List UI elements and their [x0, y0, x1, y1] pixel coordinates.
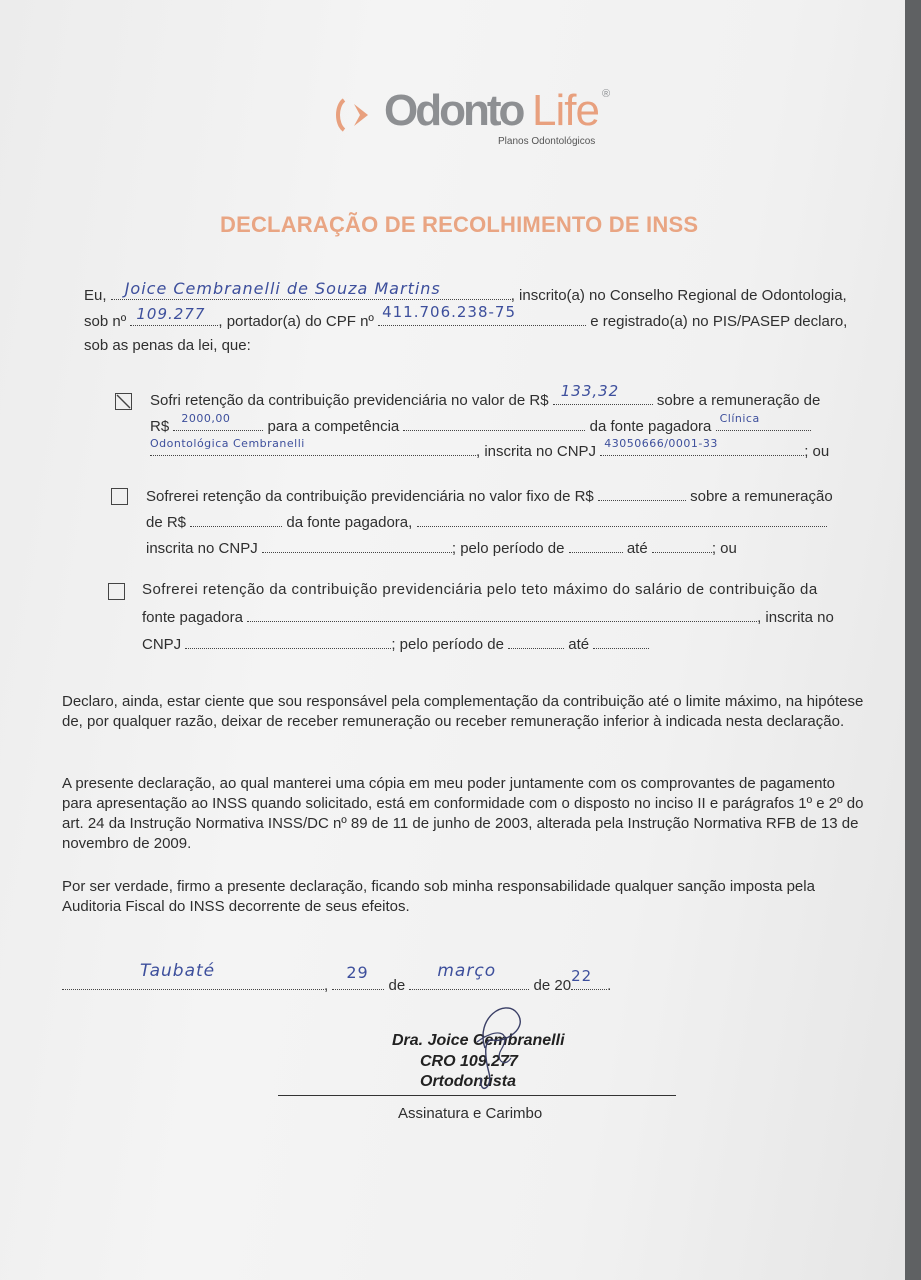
city-field	[62, 961, 324, 990]
option1-remuneracao-handwritten: 2000,00	[181, 412, 231, 425]
year-field	[571, 967, 607, 990]
option3-text-4: CNPJ	[142, 636, 182, 653]
option3-text-3: , inscrita no	[757, 609, 834, 626]
option1-fonte-continued-field	[150, 437, 476, 456]
option2-text-6: ; pelo período de	[451, 540, 565, 557]
option1-text-1: Sofri retenção da contribuição previdenciária no valor de R$	[150, 392, 549, 409]
option2-text-4: da fonte pagadora,	[286, 514, 413, 531]
logo-brand-main: Odonto	[384, 86, 523, 135]
option3-text-6: até	[568, 636, 590, 653]
name-handwritten: Joice Cembranelli de Souza Martins	[124, 279, 441, 298]
option2-line-1	[146, 486, 833, 505]
intro-line-3: sob as penas da lei, que:	[84, 337, 251, 354]
option1-fonte-field	[716, 412, 811, 431]
option1-fonte-handwritten-b: Odontológica Cembranelli	[150, 437, 305, 450]
option3-line-1	[142, 581, 818, 598]
logo-brand-accent: Life	[532, 86, 599, 135]
option2-ate-field	[652, 538, 712, 553]
paragraph-presente: A presente declaração, ao qual manterei uma cópia em meu poder juntamente com os comprovantes de pagamento para apresentação ao INSS quando solicitado, está em conformidade com o disposto no inciso II e parágrafos 1º e 2º do art. 24 da Instrução Normativa INSS/DC nº 89 de 11 de junho de 2003, alterada pela Instrução Normativa RFB de 13 de novembro de 2009.	[62, 775, 864, 852]
option3-cnpj-field	[185, 634, 391, 649]
option1-text-2: sobre a remuneração de	[656, 392, 821, 409]
intro-portador-text: , portador(a) do CPF nº	[218, 313, 374, 330]
odontolife-logo	[334, 86, 624, 152]
stamp-specialty: Ortodontista	[420, 1073, 516, 1090]
date-line	[62, 961, 612, 994]
option1-text-4: da fonte pagadora	[589, 418, 712, 435]
option2-remuneracao-field	[190, 512, 282, 527]
stamp-cro: CRO 109.277	[420, 1053, 518, 1070]
option1-rs-text: R$	[150, 418, 170, 435]
cpf-handwritten: 411.706.238-75	[382, 303, 517, 321]
option3-text-5: ; pelo período de	[391, 636, 504, 653]
city-handwritten: Taubaté	[140, 961, 216, 981]
month-field	[409, 961, 529, 990]
option1-valor-field	[553, 382, 653, 405]
date-de-2: de 20	[533, 977, 572, 994]
name-field	[111, 279, 511, 300]
logo-mark-icon	[334, 98, 374, 132]
option1-remuneracao-field	[173, 412, 263, 431]
option1-text-6: ; ou	[804, 443, 830, 460]
page-title: DECLARAÇÃO DE RECOLHIMENTO DE INSS	[220, 212, 699, 237]
option2-text-1: Sofrerei retenção da contribuição previdenciária no valor fixo de R$	[146, 488, 594, 505]
cro-field	[130, 305, 218, 326]
option1-text-5: , inscrita no CNPJ	[476, 443, 597, 460]
option3-checkbox[interactable]	[108, 583, 125, 600]
option1-fonte-handwritten-a: Clínica	[719, 412, 760, 425]
logo-tagline: Planos Odontológicos	[498, 136, 596, 147]
date-comma: ,	[324, 977, 329, 994]
signature-line	[278, 1095, 676, 1096]
year-handwritten: 22	[571, 967, 593, 985]
intro-line-2	[84, 303, 848, 330]
stamp-name: Dra. Joice Cembranelli	[392, 1032, 565, 1049]
option1-cnpj-handwritten: 43050666/0001-33	[604, 437, 718, 450]
option2-cnpj-field	[262, 538, 452, 553]
option3-text-1: Sofrerei retenção da contribuição previdenciária pelo teto máximo do salário de contribuição da	[142, 581, 818, 598]
option1-text-3: para a competência	[267, 418, 400, 435]
day-field	[332, 963, 384, 990]
option1-line-1	[150, 382, 821, 409]
option2-text-5: inscrita no CNPJ	[146, 540, 258, 557]
option3-periodo-field	[508, 634, 564, 649]
option3-text-2: fonte pagadora	[142, 609, 243, 626]
option3-line-2	[142, 607, 834, 626]
check-mark-icon	[116, 394, 131, 409]
cro-handwritten: 109.277	[136, 305, 206, 323]
intro-line-1	[84, 279, 847, 304]
signature-label: Assinatura e Carimbo	[398, 1105, 543, 1122]
paragraph-ciente: Declaro, ainda, estar ciente que sou responsável pela complementação da contribuição até o limite máximo, na hipótese de, por qualquer razão, deixar de receber remuneração ou receber remuneração inferior à indicada nesta declaração.	[62, 693, 864, 730]
option2-checkbox[interactable]	[111, 488, 128, 505]
cpf-field	[378, 303, 586, 326]
intro-sob-text: sob nº	[84, 313, 127, 330]
option3-ate-field	[593, 634, 649, 649]
paragraph-verdade: Por ser verdade, firmo a presente declaração, ficando sob minha responsabilidade qualquer sanção imposta pela Auditoria Fiscal do INSS decorrente de seus efeitos.	[62, 878, 815, 915]
intro-registrado-text: e registrado(a) no PIS/PASEP declaro,	[590, 313, 848, 330]
option2-valor-field	[598, 486, 686, 501]
option2-fonte-field	[417, 512, 827, 527]
option1-cnpj-field	[600, 437, 804, 456]
option1-line-2	[150, 412, 811, 435]
option1-line-3	[150, 437, 830, 460]
date-end: .	[607, 977, 612, 994]
option2-line-2	[146, 512, 827, 531]
option2-text-8: ; ou	[711, 540, 737, 557]
day-handwritten: 29	[346, 963, 369, 982]
option1-competencia-field	[403, 416, 585, 431]
option1-valor-handwritten: 133,32	[560, 382, 620, 400]
option2-periodo-field	[569, 538, 623, 553]
date-de-1: de	[388, 977, 406, 994]
option3-line-3	[142, 634, 649, 653]
option2-text-3: de R$	[146, 514, 187, 531]
option1-checkbox[interactable]	[115, 393, 132, 410]
option2-text-7: até	[626, 540, 648, 557]
option3-fonte-field	[247, 607, 757, 622]
logo-registered: ®	[602, 88, 611, 100]
option2-text-2: sobre a remuneração	[690, 488, 833, 505]
intro-inscrito-text: , inscrito(a) no Conselho Regional de Odontologia,	[510, 287, 847, 304]
month-handwritten: março	[437, 961, 497, 981]
intro-eu-text: Eu,	[84, 287, 107, 304]
signature-scribble	[455, 998, 535, 1098]
option2-line-3	[146, 538, 737, 557]
